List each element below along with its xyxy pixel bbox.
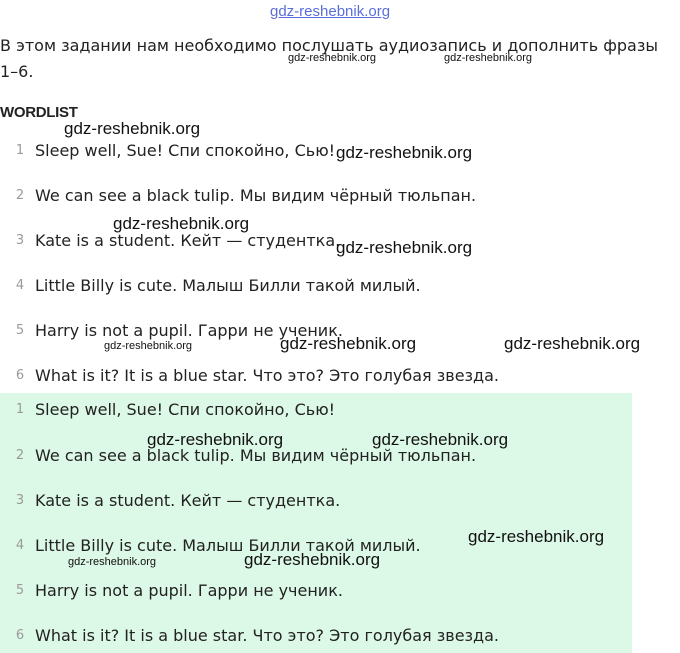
item-number: 4 [15,278,25,293]
wordlist-heading: WORDLIST [0,104,78,121]
item-number: 5 [15,583,25,598]
item-number: 1 [15,143,25,158]
item-text: Harry is not a pupil. Гарри не ученик. [35,581,343,600]
item-number: 1 [15,402,25,417]
item-text: Kate is a student. Кейт — студентка. [35,491,341,510]
watermark-text: gdz-reshebnik.org [104,340,193,352]
watermark-text: gdz-reshebnik.org [444,52,533,64]
watermark-text: gdz-reshebnik.org [64,119,201,138]
item-number: 3 [15,233,25,248]
watermark-text: gdz-reshebnik.org [147,430,284,449]
watermark-text: gdz-reshebnik.org [336,143,473,162]
watermark-link-top[interactable]: gdz-reshebnik.org [270,3,391,20]
item-number: 3 [15,493,25,508]
item-number: 2 [15,188,25,203]
watermark-text: gdz-reshebnik.org [288,52,377,64]
watermark-text: gdz-reshebnik.org [372,430,509,449]
item-text: Little Billy is cute. Малыш Билли такой милый. [35,276,421,295]
item-text: Harry is not a pupil. Гарри не ученик. [35,321,343,340]
item-text: Sleep well, Sue! Спи спокойно, Сью! [35,141,336,160]
watermark-text: gdz-reshebnik.org [280,334,417,353]
item-number: 6 [15,368,25,383]
watermark-text: gdz-reshebnik.org [113,214,250,233]
item-text: What is it? It is a blue star. Что это? Это голубая звезда. [35,626,500,645]
watermark-text: gdz-reshebnik.org [468,527,605,546]
answer-highlight-block [0,393,632,653]
item-text: We can see a black tulip. Мы видим чёрный тюльпан. [35,186,477,205]
watermark-text: gdz-reshebnik.org [68,556,157,568]
item-number: 4 [15,538,25,553]
watermark-text: gdz-reshebnik.org [244,550,381,569]
item-text: We can see a black tulip. Мы видим чёрный тюльпан. [35,446,477,465]
watermark-text: gdz-reshebnik.org [504,334,641,353]
item-number: 2 [15,448,25,463]
task-intro: В этом задании нам необходимо послушать аудиозапись и дополнить фразы 1–6. [0,36,658,81]
item-text: Sleep well, Sue! Спи спокойно, Сью! [35,400,336,419]
item-text: What is it? It is a blue star. Что это? Это голубая звезда. [35,366,500,385]
item-number: 6 [15,628,25,643]
watermark-text: gdz-reshebnik.org [336,238,473,257]
item-text: Little Billy is cute. Малыш Билли такой милый. [35,536,421,555]
item-text: Kate is a student. Кейт — студентка. [35,231,341,250]
item-number: 5 [15,323,25,338]
